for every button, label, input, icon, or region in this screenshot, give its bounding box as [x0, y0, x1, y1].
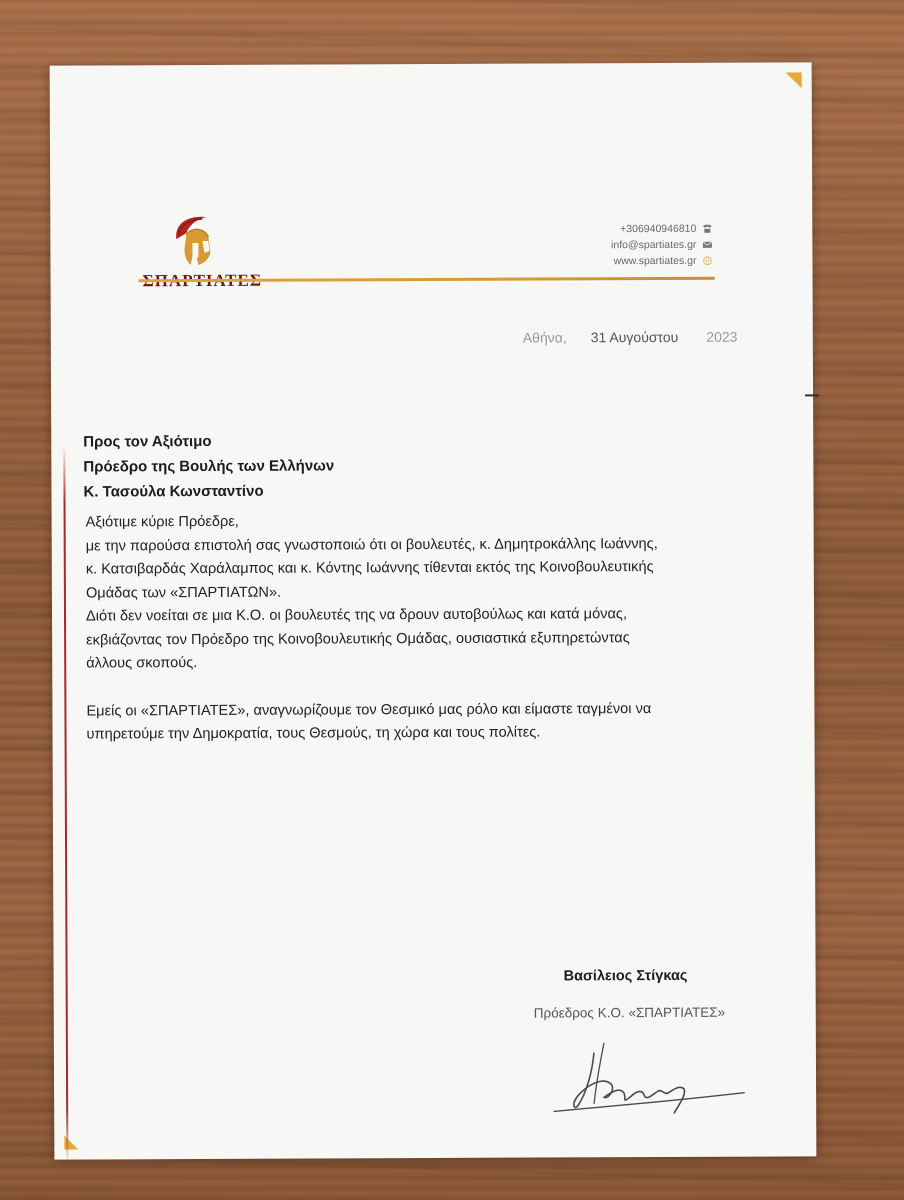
date-day-month: 31 Αυγούστου — [590, 328, 679, 346]
dateline — [523, 329, 738, 346]
letterhead-logo — [142, 213, 272, 296]
body-line: με την παρούσα επιστολή σας γνωστοποιώ ότι οι βουλευτές, κ. Δημητροκάλλης Ιωάννης, — [85, 535, 658, 555]
body-line: Διότι δεν νοείται σε μια Κ.Ο. οι βουλευτές της να δρουν αυτοβούλως και κατά μόνας, — [85, 606, 628, 625]
recipient-line-1: Προς τον Αξιότιμο — [83, 432, 212, 451]
globe-icon — [702, 256, 712, 266]
spartan-helmet-logo — [168, 213, 222, 271]
phone-number[interactable]: +306940946810 — [620, 222, 697, 236]
website-url[interactable]: www.spartiates.gr — [613, 254, 697, 268]
recipient-block — [83, 428, 334, 504]
signatory-title: Πρόεδρος Κ.Ο. «ΣΠΑΡΤΙΑΤΕΣ» — [533, 1004, 726, 1021]
body-line: κ. Κατσιβαρδάς Χαράλαμπος και κ. Κόντης Ιωάννης τίθενται εκτός της Κοινοβουλευτικής — [85, 559, 654, 578]
handwritten-signature — [534, 1033, 764, 1124]
email-address[interactable]: info@spartiates.gr — [611, 238, 697, 252]
signatory-name: Βασίλειος Στίγκας — [563, 967, 688, 985]
left-margin-rule — [63, 446, 68, 1166]
salutation: Αξιότιμε κύριε Πρόεδρε, — [85, 513, 239, 531]
date-city: Αθήνα, — [522, 329, 567, 346]
body-line: υπηρετούμε την Δημοκρατία, τους Θεσμούς, τη χώρα και τους πολίτες. — [86, 724, 541, 743]
body-line: Εμείς οι «ΣΠΑΡΤΙΑΤΕΣ», αναγνωρίζουμε τον Θεσμικό μας ρόλο και είμαστε ταγμένοι να — [86, 700, 652, 720]
envelope-icon — [702, 240, 712, 250]
date-year: 2023 — [706, 328, 738, 345]
body-line: εκβιάζοντας τον Πρόεδρο της Κοινοβουλευτικής Ομάδας, ουσιαστικά εξυπηρετώντας — [86, 629, 630, 649]
letter-page — [50, 62, 817, 1159]
recipient-line-3: Κ. Τασούλα Κωνσταντίνο — [83, 482, 264, 501]
contact-phone — [611, 221, 712, 237]
body-line: Ομάδας των «ΣΠΑΡΤΙΑΤΩΝ». — [85, 584, 282, 602]
gold-corner-top-right — [786, 72, 802, 88]
phone-icon — [702, 224, 712, 234]
letter-body — [86, 508, 787, 747]
fold-mark — [805, 394, 819, 396]
contact-email — [611, 237, 712, 253]
body-line: άλλους σκοπούς. — [86, 655, 198, 672]
contact-website — [611, 253, 712, 269]
recipient-line-2: Πρόεδρο της Βουλής των Ελλήνων — [83, 457, 335, 476]
contact-block — [611, 221, 713, 269]
